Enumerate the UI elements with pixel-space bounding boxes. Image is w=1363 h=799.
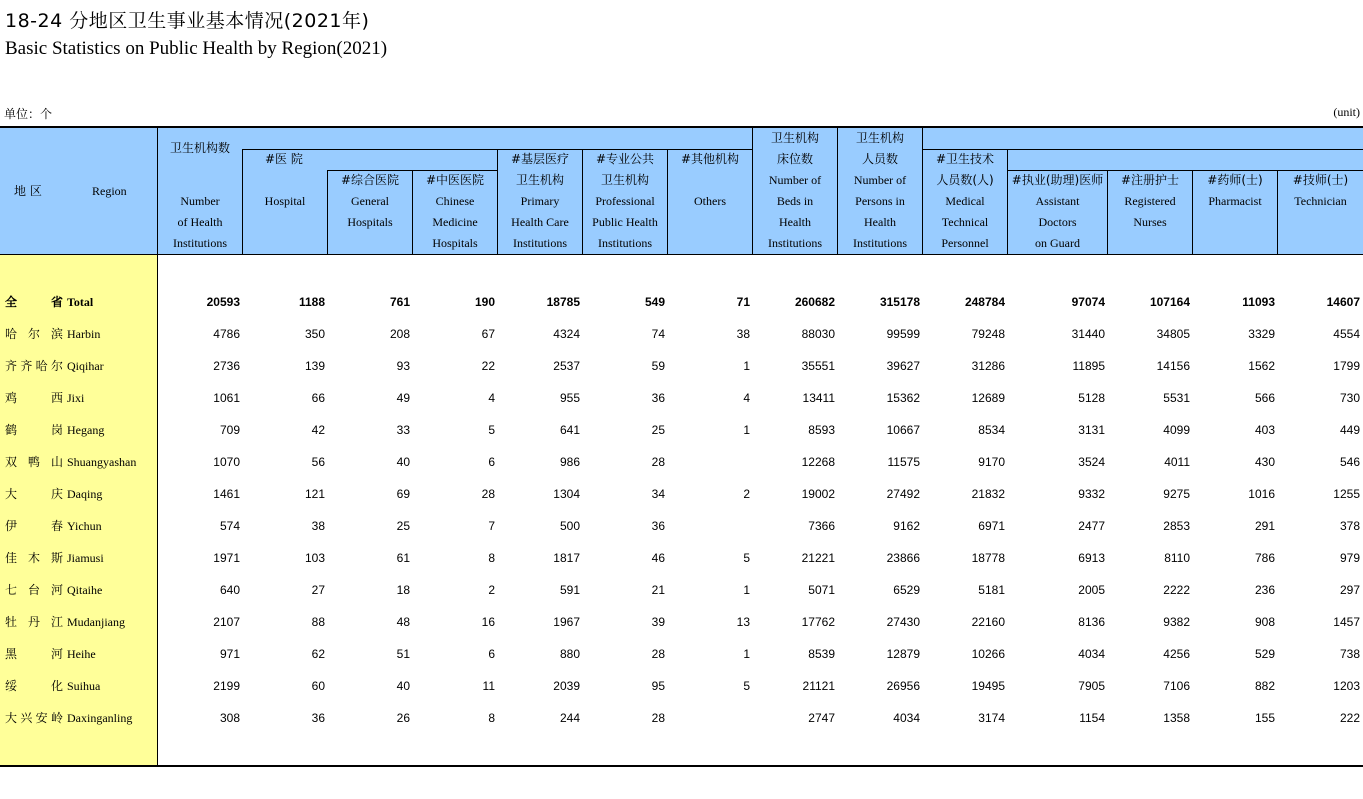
table-cell: 71 — [736, 295, 750, 309]
header-chinese: #中医医院 Chinese Medicine Hospitals — [425, 173, 485, 250]
region-name-en: Jiamusi — [67, 551, 104, 565]
table-cell: 549 — [644, 295, 665, 309]
table-cell: 2747 — [808, 711, 835, 725]
table-cell: 56 — [311, 455, 325, 469]
table-cell: 8136 — [1078, 615, 1105, 629]
table-cell: 5531 — [1163, 391, 1190, 405]
table-cell: 8593 — [808, 423, 835, 437]
table-cell: 33 — [396, 423, 410, 437]
region-name-cn: 大兴安岭 — [5, 711, 63, 725]
table-cell: 40 — [396, 679, 410, 693]
table-cell: 97074 — [1071, 295, 1105, 309]
table-cell: 12268 — [801, 455, 835, 469]
table-cell: 3524 — [1078, 455, 1105, 469]
table-cell: 59 — [651, 359, 665, 373]
table-cell: 21832 — [971, 487, 1005, 501]
header-beds: 卫生机构 床位数 Number of Beds in Health Institutions — [767, 131, 822, 250]
table-cell: 4034 — [893, 711, 920, 725]
header-medtech: #卫生技术 人员数(人) Medical Technical Personnel — [935, 152, 995, 250]
table-cell: 27430 — [886, 615, 920, 629]
header-doctors: #执业(助理)医师 Assistant Doctors on Guard — [1011, 173, 1104, 250]
table-cell: 880 — [559, 647, 580, 661]
statistics-table — [0, 126, 1363, 768]
table-cell: 10667 — [886, 423, 920, 437]
region-name-cn: 大 庆 — [5, 487, 63, 501]
table-cell: 19002 — [801, 487, 835, 501]
table-cell: 1799 — [1333, 359, 1360, 373]
table-cell: 1016 — [1248, 487, 1275, 501]
table-cell: 1562 — [1248, 359, 1275, 373]
table-cell: 22160 — [971, 615, 1005, 629]
header-professional: #专业公共 卫生机构 Professional Public Health Institutions — [592, 152, 658, 250]
region-name-en: Harbin — [67, 327, 101, 341]
table-cell: 4 — [743, 391, 750, 405]
table-cell: 60 — [311, 679, 325, 693]
table-cell: 908 — [1254, 615, 1275, 629]
table-cell: 4011 — [1164, 455, 1190, 469]
table-cell: 738 — [1339, 647, 1360, 661]
table-cell: 121 — [304, 487, 325, 501]
header-others-en: Others — [694, 194, 726, 208]
table-cell: 308 — [219, 711, 240, 725]
region-name-en: Daqing — [67, 487, 103, 501]
table-cell: 4554 — [1333, 327, 1360, 341]
table-cell: 2 — [743, 487, 750, 501]
table-cell: 5071 — [808, 583, 835, 597]
table-cell: 2477 — [1078, 519, 1105, 533]
table-row — [0, 446, 1363, 478]
table-cell: 2853 — [1163, 519, 1190, 533]
table-cell: 2537 — [553, 359, 580, 373]
table-cell: 6529 — [893, 583, 920, 597]
table-cell: 36 — [651, 519, 665, 533]
unit-label-en: (unit) — [1333, 105, 1360, 119]
table-cell: 986 — [559, 455, 580, 469]
table-cell: 5181 — [978, 583, 1005, 597]
table-cell: 236 — [1254, 583, 1275, 597]
table-cell: 1203 — [1333, 679, 1360, 693]
table-cell: 5 — [743, 679, 750, 693]
region-name-cn: 鸡 西 — [5, 391, 63, 405]
table-cell: 2005 — [1078, 583, 1105, 597]
table-cell: 4099 — [1163, 423, 1190, 437]
table-cell: 107164 — [1149, 295, 1190, 309]
table-row — [0, 606, 1363, 638]
table-cell: 8539 — [808, 647, 835, 661]
table-cell: 1154 — [1079, 711, 1105, 725]
table-cell: 36 — [651, 391, 665, 405]
table-row — [0, 574, 1363, 606]
table-cell: 1 — [743, 647, 750, 661]
table-cell: 8110 — [1164, 551, 1190, 565]
table-cell: 99599 — [886, 327, 920, 341]
table-cell: 40 — [396, 455, 410, 469]
table-cell: 1188 — [298, 295, 325, 309]
table-cell: 640 — [219, 583, 240, 597]
header-hospital-en: Hospital — [264, 194, 306, 208]
table-cell: 730 — [1339, 391, 1360, 405]
table-cell: 5128 — [1078, 391, 1105, 405]
table-row — [0, 318, 1363, 350]
table-row — [0, 702, 1363, 734]
table-cell: 430 — [1254, 455, 1275, 469]
table-cell: 5 — [743, 551, 750, 565]
table-cell: 8 — [488, 551, 495, 565]
table-cell: 39 — [651, 615, 665, 629]
region-name-en: Shuangyashan — [67, 455, 137, 469]
table-cell: 6913 — [1078, 551, 1105, 565]
table-cell: 1070 — [213, 455, 240, 469]
table-cell: 9170 — [978, 455, 1005, 469]
table-cell: 1971 — [213, 551, 240, 565]
table-cell: 18785 — [546, 295, 580, 309]
region-name-en: Total — [67, 295, 94, 309]
table-cell: 7905 — [1078, 679, 1105, 693]
header-general: #综合医院 General Hospitals — [340, 173, 400, 229]
table-cell: 4 — [488, 391, 495, 405]
table-cell: 35551 — [801, 359, 835, 373]
table-cell: 222 — [1339, 711, 1360, 725]
table-cell: 25 — [651, 423, 665, 437]
region-name-cn: 牡丹江 — [5, 615, 63, 629]
region-name-cn: 伊 春 — [5, 519, 63, 533]
table-cell: 28 — [481, 487, 495, 501]
region-name-cn: 七台河 — [5, 583, 63, 597]
table-cell: 403 — [1254, 423, 1275, 437]
region-name-cn: 全 省 — [5, 295, 63, 309]
table-cell: 31286 — [971, 359, 1005, 373]
table-cell: 190 — [474, 295, 495, 309]
table-row — [0, 638, 1363, 670]
table-cell: 4034 — [1078, 647, 1105, 661]
table-cell: 350 — [304, 327, 325, 341]
table-cell: 66 — [311, 391, 325, 405]
region-name-cn: 齐齐哈尔 — [5, 359, 63, 373]
table-cell: 22 — [481, 359, 495, 373]
table-cell: 2736 — [213, 359, 240, 373]
table-cell: 31440 — [1071, 327, 1105, 341]
table-cell: 38 — [736, 327, 750, 341]
table-cell: 11093 — [1242, 295, 1275, 309]
table-cell: 971 — [219, 647, 240, 661]
header-institutions-en: Number of Health Institutions — [172, 194, 227, 250]
table-cell: 786 — [1254, 551, 1275, 565]
table-cell: 26956 — [886, 679, 920, 693]
table-cell: 979 — [1339, 551, 1360, 565]
table-cell: 3174 — [978, 711, 1005, 725]
table-cell: 1457 — [1333, 615, 1360, 629]
table-row — [0, 510, 1363, 542]
table-cell: 69 — [396, 487, 410, 501]
table-cell: 297 — [1339, 583, 1360, 597]
header-hospital: #医 院 — [265, 152, 303, 166]
header-institutions: 卫生机构数 — [169, 141, 230, 155]
table-cell: 38 — [311, 519, 325, 533]
table-cell: 26 — [396, 711, 410, 725]
table-cell: 641 — [559, 423, 580, 437]
table-cell: 315178 — [879, 295, 920, 309]
region-name-en: Mudanjiang — [67, 615, 125, 629]
table-row — [0, 670, 1363, 702]
table-cell: 74 — [651, 327, 665, 341]
table-cell: 529 — [1254, 647, 1275, 661]
table-cell: 574 — [219, 519, 240, 533]
table-cell: 2039 — [553, 679, 580, 693]
table-cell: 1304 — [553, 487, 580, 501]
table-cell: 244 — [559, 711, 580, 725]
region-name-en: Heihe — [67, 647, 96, 661]
table-cell: 2199 — [213, 679, 240, 693]
table-cell: 21121 — [802, 679, 835, 693]
table-cell: 11575 — [887, 455, 920, 469]
table-cell: 1061 — [213, 391, 240, 405]
table-cell: 1 — [743, 359, 750, 373]
table-cell: 1358 — [1163, 711, 1190, 725]
table-cell: 18778 — [971, 551, 1005, 565]
table-cell: 4256 — [1163, 647, 1190, 661]
table-cell: 36 — [311, 711, 325, 725]
region-name-cn: 鹤 岗 — [5, 423, 63, 437]
table-row — [0, 350, 1363, 382]
table-cell: 15362 — [886, 391, 920, 405]
table-row — [0, 414, 1363, 446]
unit-label-cn: 单位：个 — [4, 107, 53, 121]
table-cell: 93 — [396, 359, 410, 373]
header-region-en: Region — [92, 184, 127, 198]
region-name-cn: 黑 河 — [5, 647, 63, 661]
table-cell: 25 — [396, 519, 410, 533]
page-title-en: Basic Statistics on Public Health by Region(2021) — [5, 38, 388, 59]
table-cell: 7366 — [808, 519, 835, 533]
table-cell: 8 — [488, 711, 495, 725]
table-cell: 1 — [743, 423, 750, 437]
table-cell: 10266 — [971, 647, 1005, 661]
table-cell: 1461 — [213, 487, 240, 501]
table-cell: 13411 — [802, 391, 835, 405]
table-cell: 9162 — [893, 519, 920, 533]
region-name-en: Jixi — [67, 391, 85, 405]
region-name-en: Suihua — [67, 679, 101, 693]
table-cell: 20593 — [206, 295, 240, 309]
table-cell: 88030 — [801, 327, 835, 341]
header-others: #其他机构 — [680, 152, 740, 166]
table-cell: 61 — [396, 551, 410, 565]
table-row — [0, 382, 1363, 414]
table-cell: 291 — [1254, 519, 1275, 533]
region-name-en: Qitaihe — [67, 583, 103, 597]
table-cell: 8534 — [978, 423, 1005, 437]
region-name-cn: 绥 化 — [5, 679, 63, 693]
table-cell: 28 — [651, 711, 665, 725]
table-cell: 1 — [743, 583, 750, 597]
table-cell: 11 — [482, 679, 495, 693]
table-cell: 11895 — [1072, 359, 1105, 373]
table-cell: 7106 — [1163, 679, 1190, 693]
table-cell: 591 — [559, 583, 580, 597]
header-nurses: #注册护士 Registered Nurses — [1120, 173, 1180, 229]
table-cell: 51 — [396, 647, 410, 661]
table-cell: 18 — [396, 583, 410, 597]
table-cell: 4324 — [553, 327, 580, 341]
region-name-en: Yichun — [67, 519, 102, 533]
header-technician: #技师(士) Technician — [1292, 173, 1349, 208]
region-name-cn: 哈尔滨 — [5, 327, 63, 341]
table-row — [0, 542, 1363, 574]
table-cell: 14607 — [1326, 295, 1360, 309]
table-cell: 12689 — [971, 391, 1005, 405]
table-cell: 27492 — [886, 487, 920, 501]
region-name-en: Daxinganling — [67, 711, 133, 725]
table-cell: 3131 — [1078, 423, 1105, 437]
table-cell: 2222 — [1163, 583, 1190, 597]
table-cell: 449 — [1339, 423, 1360, 437]
table-cell: 1255 — [1333, 487, 1360, 501]
table-cell: 2 — [488, 583, 495, 597]
table-cell: 17762 — [801, 615, 835, 629]
table-cell: 103 — [304, 551, 325, 565]
table-cell: 39627 — [886, 359, 920, 373]
table-cell: 2107 — [213, 615, 240, 629]
table-cell: 1967 — [553, 615, 580, 629]
table-cell: 88 — [311, 615, 325, 629]
table-cell: 248784 — [964, 295, 1005, 309]
table-cell: 709 — [219, 423, 240, 437]
table-cell: 9382 — [1163, 615, 1190, 629]
table-row — [0, 478, 1363, 510]
table-cell: 49 — [396, 391, 410, 405]
table-cell: 7 — [488, 519, 495, 533]
table-cell: 3329 — [1248, 327, 1275, 341]
table-cell: 42 — [311, 423, 325, 437]
header-primary: #基层医疗 卫生机构 Primary Health Care Institutions — [510, 152, 570, 250]
table-cell: 761 — [389, 295, 410, 309]
table-cell: 21221 — [801, 551, 835, 565]
table-cell: 9275 — [1163, 487, 1190, 501]
table-cell: 260682 — [794, 295, 835, 309]
table-cell: 27 — [311, 583, 325, 597]
table-cell: 19495 — [971, 679, 1005, 693]
table-cell: 566 — [1254, 391, 1275, 405]
table-cell: 5 — [488, 423, 495, 437]
table-cell: 139 — [304, 359, 325, 373]
table-cell: 4786 — [213, 327, 240, 341]
table-cell: 208 — [389, 327, 410, 341]
region-name-en: Hegang — [67, 423, 105, 437]
table-cell: 500 — [559, 519, 580, 533]
table-cell: 16 — [481, 615, 495, 629]
table-cell: 34 — [651, 487, 665, 501]
header-region: 地 区 — [14, 184, 42, 198]
table-cell: 6 — [488, 455, 495, 469]
table-cell: 546 — [1339, 455, 1360, 469]
table-cell: 28 — [651, 455, 665, 469]
page-title-cn: 18-24 分地区卫生事业基本情况(2021年) — [5, 10, 370, 32]
table-cell: 955 — [559, 391, 580, 405]
table-cell: 67 — [481, 327, 495, 341]
region-name-cn: 佳木斯 — [5, 551, 63, 565]
table-cell: 882 — [1254, 679, 1275, 693]
table-row-total — [0, 286, 1363, 318]
table-cell: 95 — [651, 679, 665, 693]
region-name-en: Qiqihar — [67, 359, 104, 373]
table-cell: 21 — [651, 583, 665, 597]
table-cell: 155 — [1254, 711, 1275, 725]
header-persons: 卫生机构 人员数 Number of Persons in Health Institutions — [852, 131, 907, 250]
table-cell: 34805 — [1156, 327, 1190, 341]
table-cell: 378 — [1339, 519, 1360, 533]
table-cell: 23866 — [886, 551, 920, 565]
table-cell: 6971 — [978, 519, 1005, 533]
header-pharmacist: #药师(士) Pharmacist — [1207, 173, 1263, 208]
table-cell: 48 — [396, 615, 410, 629]
table-cell: 1817 — [553, 551, 580, 565]
table-cell: 79248 — [971, 327, 1005, 341]
table-cell: 12879 — [886, 647, 920, 661]
table-cell: 6 — [488, 647, 495, 661]
table-cell: 14156 — [1156, 359, 1190, 373]
table-cell: 9332 — [1078, 487, 1105, 501]
region-name-cn: 双鸭山 — [5, 455, 63, 469]
table-cell: 62 — [311, 647, 325, 661]
table-cell: 13 — [736, 615, 750, 629]
table-cell: 46 — [651, 551, 665, 565]
table-cell: 28 — [651, 647, 665, 661]
